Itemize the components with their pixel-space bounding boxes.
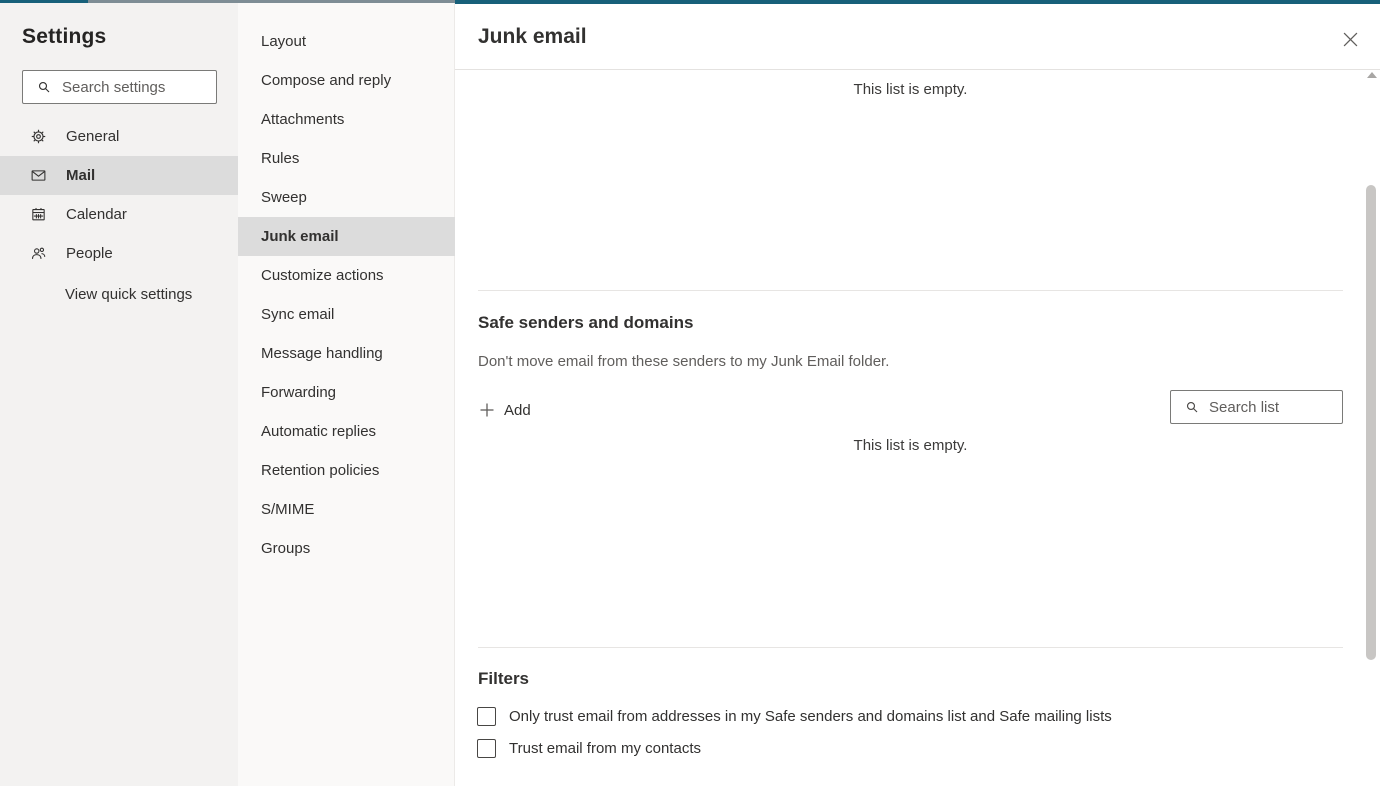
nav-item-sweep[interactable]: Sweep bbox=[261, 189, 307, 206]
nav-item-sync-email[interactable]: Sync email bbox=[261, 306, 335, 323]
safe-senders-description: Don't move email from these senders to my Junk Email folder. bbox=[478, 353, 890, 370]
nav-item-groups[interactable]: Groups bbox=[261, 540, 311, 557]
close-button[interactable] bbox=[1335, 24, 1365, 54]
filter-option-row bbox=[477, 707, 1112, 726]
calendar-icon bbox=[30, 206, 47, 223]
nav-item-attachments[interactable]: Attachments bbox=[261, 111, 345, 128]
section-divider bbox=[478, 647, 1343, 648]
sidebar-item-label: Calendar bbox=[66, 206, 127, 223]
nav-item-message-handling[interactable]: Message handling bbox=[261, 345, 383, 362]
add-safe-sender-button[interactable] bbox=[476, 396, 535, 424]
filter-option-label: Only trust email from addresses in my Safe senders and domains list and Safe mailing lists bbox=[509, 708, 1112, 725]
gear-icon bbox=[30, 128, 47, 145]
only-trust-safe-senders-checkbox[interactable] bbox=[477, 707, 496, 726]
settings-search-box[interactable] bbox=[22, 70, 217, 104]
safe-senders-heading: Safe senders and domains bbox=[478, 313, 694, 332]
header-divider bbox=[455, 69, 1380, 70]
sidebar-item-people[interactable] bbox=[0, 234, 238, 273]
junk-email-panel bbox=[455, 4, 1380, 786]
search-icon bbox=[35, 79, 52, 96]
settings-sidebar bbox=[0, 3, 238, 786]
nav-item-forwarding[interactable]: Forwarding bbox=[261, 384, 337, 401]
safe-senders-empty-text: This list is empty. bbox=[853, 437, 968, 454]
nav-item-smime[interactable]: S/MIME bbox=[261, 501, 315, 518]
nav-item-compose-and-reply[interactable]: Compose and reply bbox=[261, 72, 392, 89]
sidebar-item-mail[interactable] bbox=[0, 156, 238, 195]
blocked-senders-empty-text: This list is empty. bbox=[853, 81, 968, 98]
sidebar-item-label: People bbox=[66, 245, 113, 262]
add-button-label: Add bbox=[504, 401, 531, 419]
filter-option-label: Trust email from my contacts bbox=[509, 740, 701, 757]
nav-item-layout[interactable]: Layout bbox=[261, 33, 307, 50]
scrollbar-thumb[interactable] bbox=[1366, 185, 1376, 660]
sidebar-category-list bbox=[0, 117, 238, 273]
nav-item-automatic-replies[interactable]: Automatic replies bbox=[261, 423, 377, 440]
people-icon bbox=[30, 245, 47, 262]
plus-icon bbox=[480, 403, 494, 417]
nav-item-retention-policies[interactable]: Retention policies bbox=[261, 462, 380, 479]
safe-senders-search-box[interactable] bbox=[1170, 390, 1343, 424]
nav-item-junk-email[interactable]: Junk email bbox=[238, 217, 455, 256]
sidebar-item-calendar[interactable] bbox=[0, 195, 238, 234]
sidebar-item-general[interactable] bbox=[0, 117, 238, 156]
sidebar-item-label: Mail bbox=[66, 167, 96, 184]
settings-search-input[interactable] bbox=[62, 79, 216, 96]
trust-contacts-checkbox[interactable] bbox=[477, 739, 496, 758]
settings-dialog-title: Settings bbox=[22, 25, 107, 48]
filters-heading: Filters bbox=[478, 669, 530, 688]
envelope-icon bbox=[30, 167, 47, 184]
search-icon bbox=[1183, 399, 1200, 416]
section-divider bbox=[478, 290, 1343, 291]
mail-settings-nav-list bbox=[238, 22, 455, 568]
nav-item-customize-actions[interactable]: Customize actions bbox=[261, 267, 384, 284]
scrollbar-up-arrow-icon[interactable] bbox=[1367, 72, 1377, 78]
safe-senders-search-input[interactable] bbox=[1209, 399, 1342, 416]
mail-settings-nav bbox=[238, 3, 455, 786]
view-quick-settings-link[interactable]: View quick settings bbox=[65, 286, 193, 303]
nav-item-rules[interactable]: Rules bbox=[261, 150, 300, 167]
filter-option-row bbox=[477, 739, 701, 758]
page-title: Junk email bbox=[478, 25, 587, 48]
close-icon bbox=[1343, 32, 1358, 47]
sidebar-item-label: General bbox=[66, 128, 120, 145]
